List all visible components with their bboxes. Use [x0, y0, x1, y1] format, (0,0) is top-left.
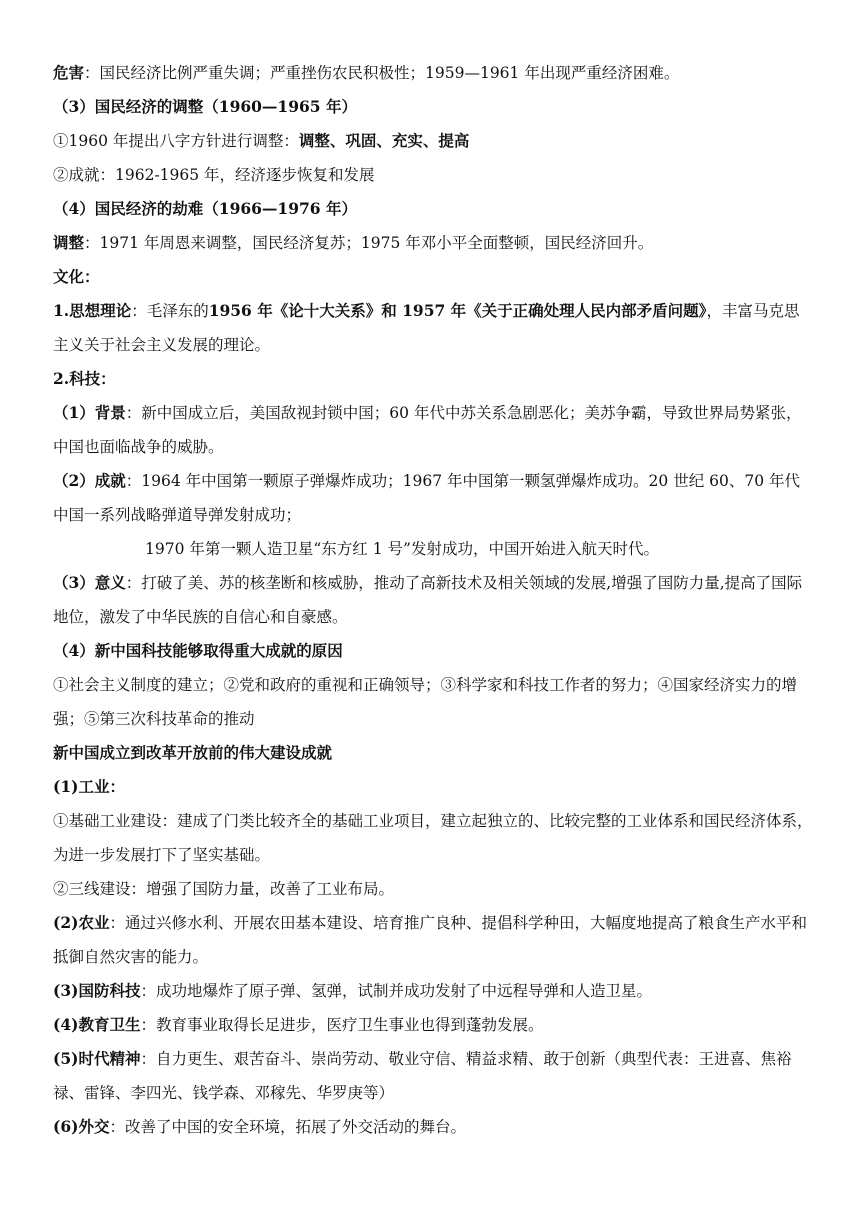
heading-industry: (1)工业：	[53, 777, 125, 796]
heading-reasons: （4）新中国科技能够取得重大成就的原因	[53, 641, 343, 660]
text-theory-b: ，丰富马克思主义关于社会主义发展的理论。	[53, 302, 800, 354]
label-education: (4)教育卫生	[53, 1015, 141, 1034]
label-achievement: （2）成就	[53, 471, 126, 490]
text-harm: ：国民经济比例严重失调；严重挫伤农民积极性；1959—1961 年出现严重经济困难。	[84, 64, 680, 82]
text-policy: ①1960 年提出八字方针进行调整：	[53, 132, 299, 150]
text-agriculture: ：通过兴修水利、开展农田基本建设、培育推广良种、提倡科学种田，大幅度地提高了粮食生产水平和抵御自然灾害的能力。	[53, 914, 807, 966]
line-eight-char-policy	[53, 124, 813, 158]
heading-calamity: （4）国民经济的劫难（1966—1976 年）	[53, 199, 357, 218]
text-theory-a: ：毛泽东的	[131, 302, 209, 320]
line-satellite: 1970 年第一颗人造卫星“东方红 1 号”发射成功，中国开始进入航天时代。	[145, 540, 659, 558]
line-achievement-1962: ②成就：1962-1965 年，经济逐步恢复和发展	[53, 166, 375, 184]
heading-adjustment: （3）国民经济的调整（1960—1965 年）	[53, 97, 357, 116]
line-third-front: ②三线建设：增强了国防力量，改善了工业布局。	[53, 880, 395, 898]
line-significance	[53, 566, 813, 634]
label-background: （1）背景	[53, 403, 126, 422]
label-agriculture: (2)农业	[53, 913, 110, 932]
heading-culture: 文化：	[53, 267, 100, 286]
document-page	[53, 56, 813, 1144]
text-diplomacy: ：改善了中国的安全环境，拓展了外交活动的舞台。	[109, 1118, 466, 1136]
line-spirit	[53, 1042, 813, 1110]
text-defense: ：成功地爆炸了原子弹、氢弹，试制并成功发射了中远程导弹和人造卫星。	[140, 982, 652, 1000]
line-agriculture	[53, 906, 813, 974]
line-adjust-1971	[53, 226, 813, 260]
line-industry-base: ①基础工业建设：建成了门类比较齐全的基础工业项目，建立起独立的、比较完整的工业体系和国民经济体系，为进一步发展打下了坚实基础。	[53, 812, 813, 864]
label-defense: (3)国防科技	[53, 981, 141, 1000]
heading-achievements: 新中国成立到改革开放前的伟大建设成就	[53, 743, 333, 762]
text-adjust: ：1971 年周恩来调整，国民经济复苏；1975 年邓小平全面整顿，国民经济回升。	[84, 234, 654, 252]
text-theory-works: 1956 年《论十大关系》和 1957 年《关于正确处理人民内部矛盾问题》	[208, 301, 707, 320]
text-background: ：新中国成立后，美国敌视封锁中国；60 年代中苏关系急剧恶化；美苏争霸，导致世界局势紧张，中国也面临战争的威胁。	[53, 404, 802, 456]
line-reasons: ①社会主义制度的建立；②党和政府的重视和正确领导；③科学家和科技工作者的努力；④国家经济实力的增强；⑤第三次科技革命的推动	[53, 676, 798, 728]
policy-words: 调整、巩固、充实、提高	[298, 131, 470, 150]
line-education-health	[53, 1008, 813, 1042]
text-education: ：教育事业取得长足进步，医疗卫生事业也得到蓬勃发展。	[140, 1016, 544, 1034]
text-significance: ：打破了美、苏的核垄断和核威胁，推动了高新技术及相关领域的发展,增强了国防力量,提高了国际地位，激发了中华民族的自信心和自豪感。	[53, 574, 803, 626]
line-tech-background	[53, 396, 813, 464]
heading-tech: 2.科技：	[53, 369, 116, 388]
line-diplomacy	[53, 1110, 813, 1144]
line-tech-achievement	[53, 464, 813, 532]
line-theory	[53, 294, 813, 362]
line-harm	[53, 56, 813, 90]
label-diplomacy: (6)外交	[53, 1117, 110, 1136]
line-defense-tech	[53, 974, 813, 1008]
label-significance: （3）意义	[53, 573, 126, 592]
label-harm: 危害	[53, 63, 85, 82]
text-spirit: ：自力更生、艰苦奋斗、崇尚劳动、敬业守信、精益求精、敢于创新（典型代表：王进喜、焦裕禄、雷锋、李四光、钱学森、邓稼先、华罗庚等）	[53, 1050, 792, 1102]
label-spirit: (5)时代精神	[53, 1049, 141, 1068]
label-adjust: 调整	[53, 233, 85, 252]
text-achievement: ：1964 年中国第一颗原子弹爆炸成功；1967 年中国第一颗氢弹爆炸成功。20 世纪 60、70 年代中国一系列战略弹道导弹发射成功；	[53, 472, 800, 524]
label-theory: 1.思想理论	[53, 301, 132, 320]
